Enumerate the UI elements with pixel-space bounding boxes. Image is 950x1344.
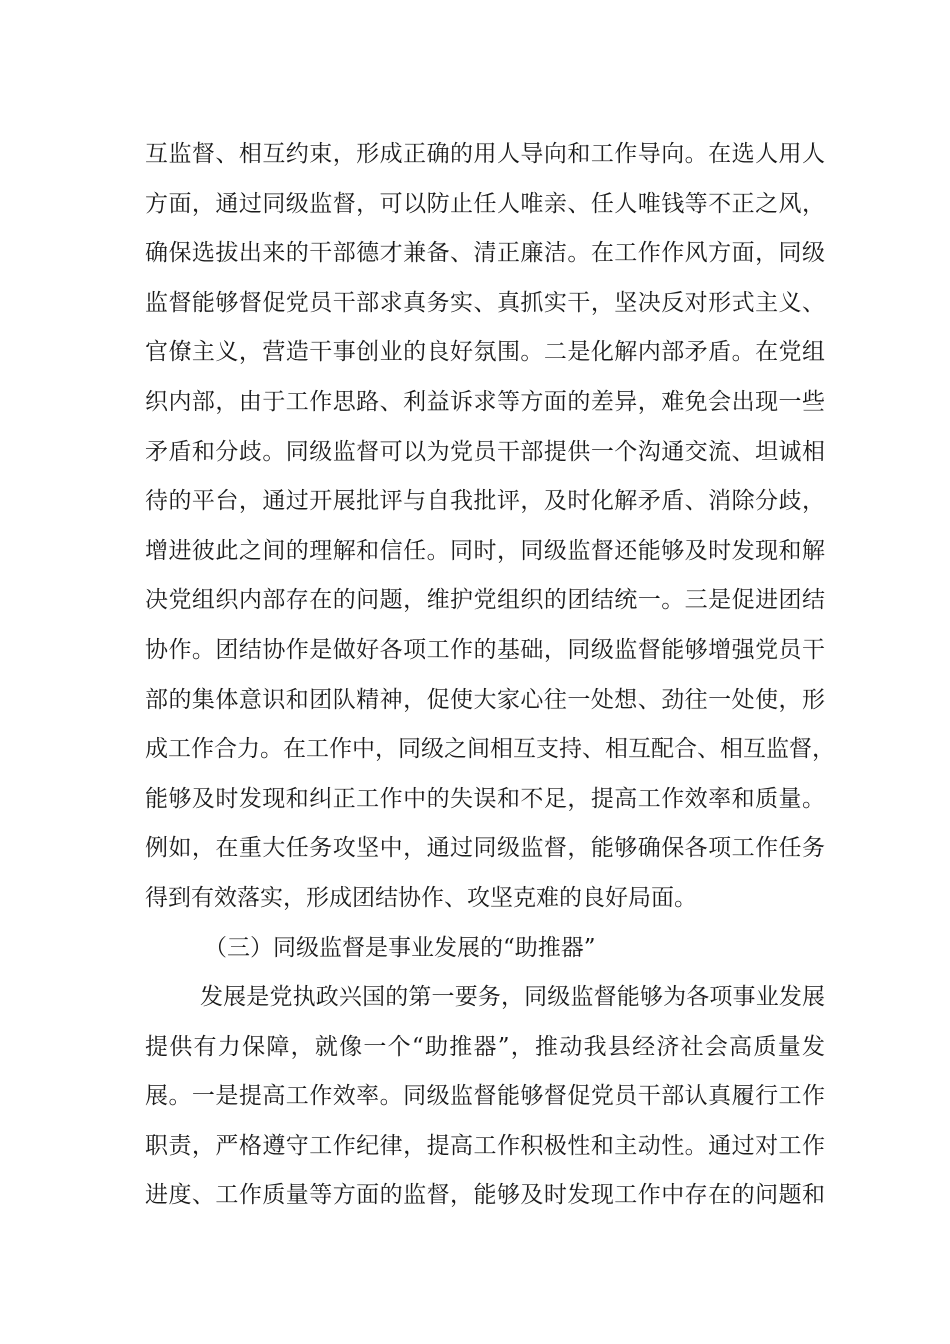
- text-line: 提供有力保障，就像一个“助推器”，推动我县经济社会高质量发: [145, 1033, 825, 1060]
- body-text: [145, 130, 835, 1221]
- text-line: 确保选拔出来的干部德才兼备、清正廉洁。在工作作风方面，同级: [145, 240, 825, 267]
- text-line: 方面，通过同级监督，可以防止任人唯亲、任人唯钱等不正之风，: [145, 190, 825, 217]
- text-line: 矛盾和分歧。同级监督可以为党员干部提供一个沟通交流、坦诚相: [145, 438, 825, 465]
- text-line: 能够及时发现和纠正工作中的失误和不足，提高工作效率和质量。: [145, 785, 825, 812]
- text-line: 待的平台，通过开展批评与自我批评，及时化解矛盾、消除分歧，: [145, 488, 825, 515]
- text-line: 进度、工作质量等方面的监督，能够及时发现工作中存在的问题和: [145, 1182, 825, 1209]
- text-line: 增进彼此之间的理解和信任。同时，同级监督还能够及时发现和解: [145, 537, 825, 564]
- text-line: 部的集体意识和团队精神，促使大家心往一处想、劲往一处使，形: [145, 686, 825, 713]
- text-line: 展。一是提高工作效率。同级监督能够督促党员干部认真履行工作: [145, 1083, 825, 1110]
- text-line: 互监督、相互约束，形成正确的用人导向和工作导向。在选人用人: [145, 141, 825, 167]
- text-line: 织内部，由于工作思路、利益诉求等方面的差异，难免会出现一些: [145, 388, 825, 415]
- text-line: 成工作合力。在工作中，同级之间相互支持、相互配合、相互监督，: [145, 736, 835, 763]
- text-line: 协作。团结协作是做好各项工作的基础，同级监督能够增强党员干: [145, 636, 825, 663]
- text-line: 官僚主义，营造干事创业的良好氛围。二是化解内部矛盾。在党组: [145, 339, 825, 366]
- text-line: 职责，严格遵守工作纪律，提高工作积极性和主动性。通过对工作: [145, 1132, 825, 1159]
- text-line: 例如，在重大任务攻坚中，通过同级监督，能够确保各项工作任务: [145, 835, 825, 862]
- section-heading: （三）同级监督是事业发展的“助推器”: [204, 934, 596, 961]
- text-line: 监督能够督促党员干部求真务实、真抓实干，坚决反对形式主义、: [145, 289, 825, 316]
- text-line: 决党组织内部存在的问题，维护党组织的团结统一。三是促进团结: [145, 587, 825, 614]
- text-line: 发展是党执政兴国的第一要务，同级监督能够为各项事业发展: [200, 984, 825, 1011]
- text-line: 得到有效落实，形成团结协作、攻坚克难的良好局面。: [145, 884, 697, 911]
